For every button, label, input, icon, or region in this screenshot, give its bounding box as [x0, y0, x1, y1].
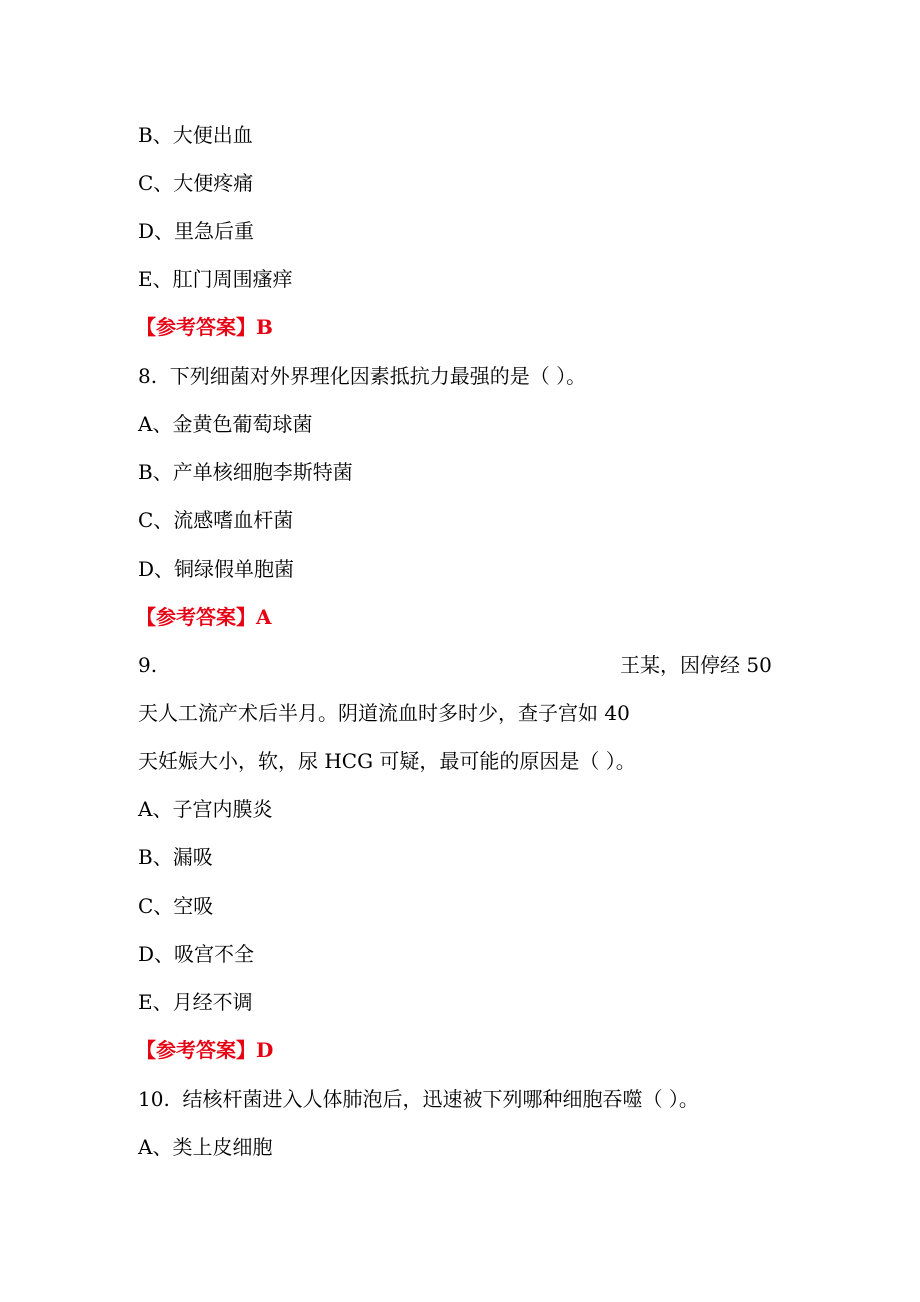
- q9-stem-line1: 王某，因停经 50: [620, 653, 772, 677]
- q9-stem-line3: 天妊娠大小，软，尿 HCG 可疑，最可能的原因是（ ）。: [138, 749, 636, 773]
- q9-answer: [136, 1037, 273, 1063]
- q8-answer-prefix: 【参考答案】: [136, 605, 256, 629]
- q10-option-a: A、类上皮细胞: [138, 1135, 273, 1159]
- q7-answer: [136, 314, 273, 340]
- q7-option-e: E、肛门周围瘙痒: [138, 267, 293, 291]
- q8-stem: 8. 下列细菌对外界理化因素抵抗力最强的是（ ）。: [138, 364, 587, 388]
- q9-answer-letter: D: [256, 1038, 274, 1062]
- q9-option-b: B、漏吸: [138, 845, 213, 869]
- q9-option-c: C、空吸: [138, 894, 214, 918]
- q9-number: 9.: [138, 653, 158, 677]
- q8-option-a: A、金黄色葡萄球菌: [138, 412, 313, 436]
- q9-stem-line2: 天人工流产术后半月。阴道流血时多时少，查子宫如 40: [138, 701, 630, 725]
- q9-option-a: A、子宫内膜炎: [138, 797, 273, 821]
- q8-option-c: C、流感嗜血杆菌: [138, 508, 294, 532]
- q8-answer-letter: A: [256, 605, 272, 629]
- q8-answer: [136, 604, 272, 630]
- q7-answer-letter: B: [256, 315, 273, 339]
- q9-answer-prefix: 【参考答案】: [136, 1038, 256, 1062]
- q10-stem: 10. 结核杆菌进入人体肺泡后，迅速被下列哪种细胞吞噬（ ）。: [138, 1087, 699, 1111]
- q9-option-d: D、吸宫不全: [138, 942, 255, 966]
- q7-option-c: C、大便疼痛: [138, 171, 254, 195]
- q9-option-e: E、月经不调: [138, 990, 253, 1014]
- q8-option-b: B、产单核细胞李斯特菌: [138, 460, 353, 484]
- q7-option-d: D、里急后重: [138, 219, 255, 243]
- q7-option-b: B、大便出血: [138, 123, 253, 147]
- q7-answer-prefix: 【参考答案】: [136, 315, 256, 339]
- q8-option-d: D、铜绿假单胞菌: [138, 557, 295, 581]
